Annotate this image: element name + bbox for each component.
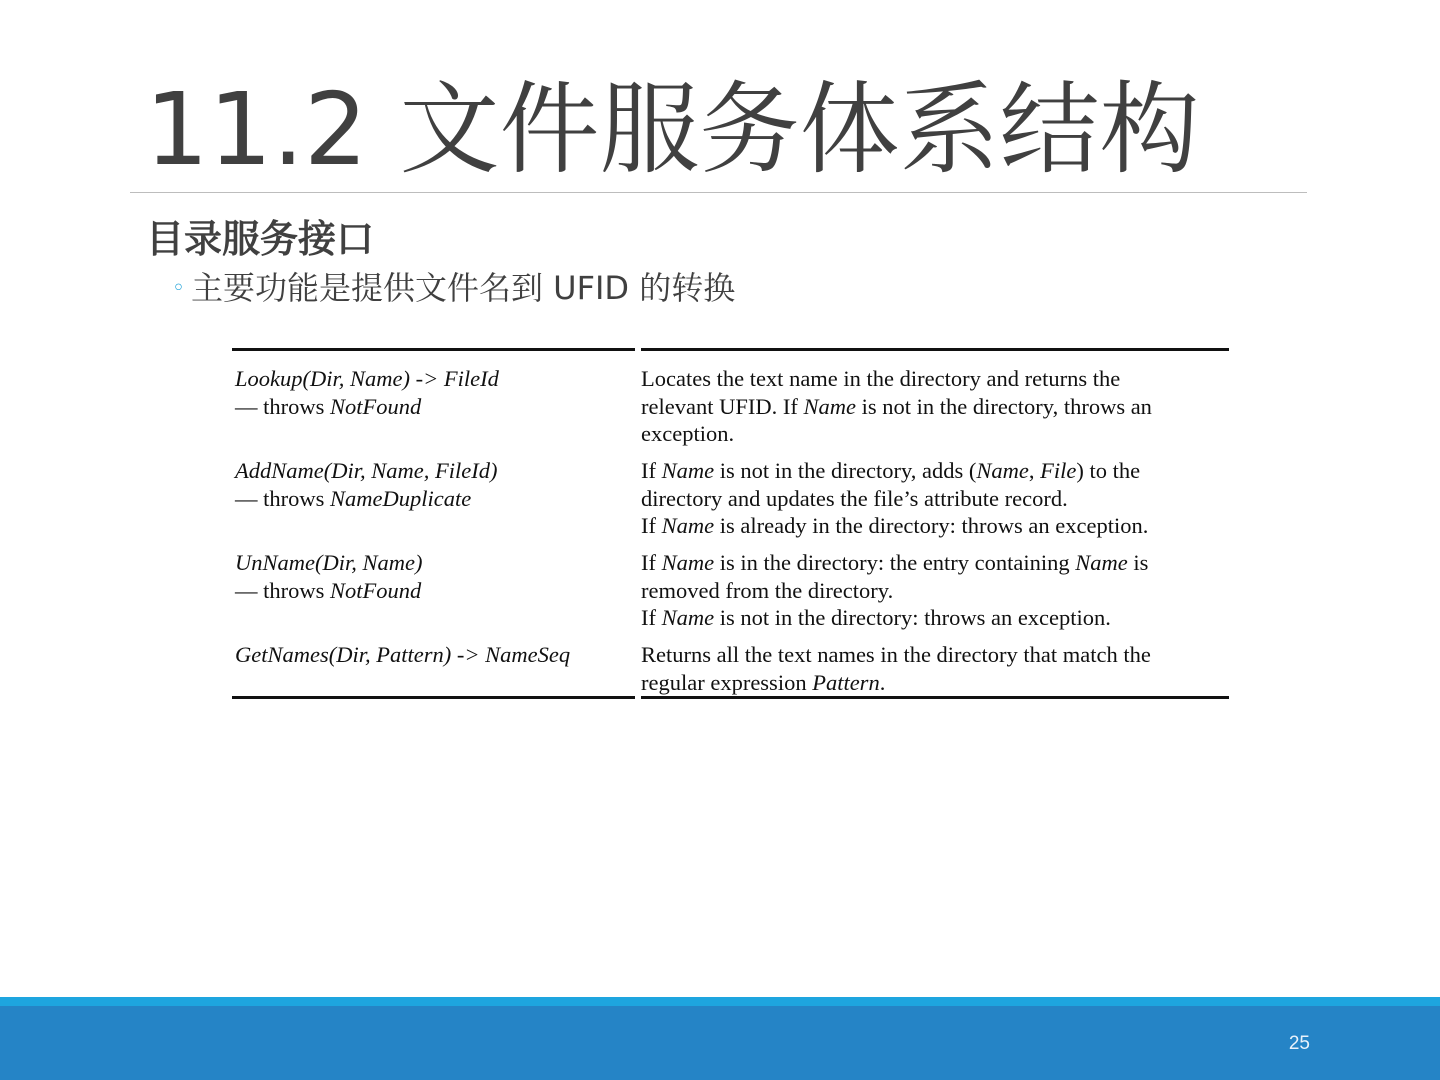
description-line: Locates the text name in the directory and returns the [641, 366, 1121, 391]
table-bottom-rule [232, 696, 1229, 700]
description-line: If Name is not in the directory, adds (Name, File) to the [641, 458, 1141, 483]
bullet-text: 主要功能是提供文件名到 UFID 的转换 [190, 269, 736, 307]
operation-signature: AddName(Dir, Name, FileId) [235, 458, 498, 483]
description-line: Returns all the text names in the directory that match the [641, 642, 1151, 667]
operation-cell [235, 365, 635, 420]
section-heading: 目录服务接口 [146, 217, 375, 261]
description-cell [641, 457, 1229, 540]
description-cell [641, 641, 1229, 696]
bullet-item [172, 266, 735, 315]
operation-signature: Lookup(Dir, Name) -> FileId [235, 366, 499, 391]
description-line: removed from the directory. [641, 577, 894, 603]
description-line: exception. [641, 421, 735, 446]
slide-title: 11.2 文件服务体系结构 [145, 71, 1200, 188]
operation-throws: — throws NotFound [235, 577, 422, 603]
table-top-rule [232, 348, 1229, 352]
description-line: If Name is not in the directory: throws an exception. [641, 605, 1111, 630]
operation-signature: UnName(Dir, Name) [235, 550, 423, 575]
footer-accent-stripe [0, 997, 1440, 1006]
operation-cell [235, 641, 635, 669]
description-line: relevant UFID. If Name is not in the directory, throws an [641, 393, 1152, 419]
title-divider [130, 192, 1307, 193]
operation-throws: — throws NotFound [235, 393, 422, 419]
footer-bar [0, 997, 1440, 1080]
description-cell [641, 549, 1229, 632]
description-line: If Name is already in the directory: throws an exception. [641, 513, 1149, 538]
operation-throws: — throws NameDuplicate [235, 485, 472, 511]
description-cell [641, 365, 1229, 448]
description-line: regular expression Pattern. [641, 669, 886, 695]
operation-cell [235, 457, 635, 512]
description-line: directory and updates the file’s attribute record. [641, 485, 1068, 511]
bullet-icon: ◦ [172, 276, 185, 301]
page-number: 25 [1288, 1033, 1310, 1054]
operation-signature: GetNames(Dir, Pattern) -> NameSeq [235, 642, 571, 667]
description-line: If Name is in the directory: the entry containing Name is [641, 550, 1149, 575]
operation-cell [235, 549, 635, 604]
